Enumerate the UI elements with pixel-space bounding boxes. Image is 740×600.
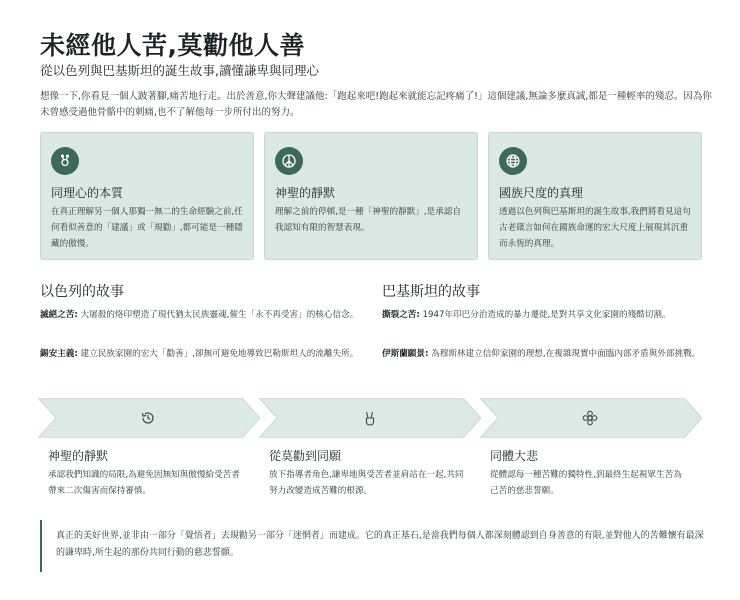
- quote-text: 真正的美好世界,並非由一部分「覺悟者」去規勸另一部分「迷惘者」而建成。它的真正基石,是當我們每個人都深刻體認到自身善意的有限,並對他人的苦難懷有最深的謙卑時,所生起的那份共同行動的慈悲誓願。: [56, 531, 704, 558]
- card-title: 神聖的靜默: [275, 186, 336, 200]
- pakistan-item-label: 撕裂之苦:: [382, 310, 420, 320]
- pakistan-item-text: 1947年印巴分治造成的暴力遷徙,是對共享文化家園的殘酷切割。: [422, 310, 671, 320]
- israel-item-label: 錫安主義:: [40, 349, 78, 359]
- israel-item-text: 大屠殺的烙印塑造了現代猶太民族靈魂,催生「永不再受害」的核心信念。: [80, 310, 359, 320]
- israel-item-label: 滅絕之苦:: [40, 310, 78, 320]
- card-silence: [264, 132, 478, 260]
- pakistan-item-label: 伊斯蘭願景:: [382, 349, 429, 359]
- card-body: 理解之前的停頓,是一種「神聖的靜默」,是承認自我認知有限的智慧表現。: [275, 207, 461, 233]
- flower-icon: [582, 410, 598, 426]
- israel-item-text: 建立民族家園的宏大「勸善」,卻無可避免地導致巴勒斯坦人的流離失所。: [80, 349, 359, 359]
- israel-item: [40, 347, 362, 362]
- card-body: 透過以色列與巴基斯坦的誕生故事,我們將看見這句古老箴言如何在國族命運的宏大尺度上展現其沉重而永恆的真理。: [499, 207, 691, 249]
- card-title: 同理心的本質: [51, 186, 124, 200]
- step-body: 放下指導者角色,謙卑地與受苦者並肩站在一起,共同努力改變造成苦難的根源。: [269, 470, 464, 496]
- page-subtitle: 從以色列與巴基斯坦的誕生故事,讀懂謙卑與同理心: [40, 63, 319, 78]
- concept-cards: [40, 132, 702, 260]
- page-title: 未經他人苦,莫勸他人善: [40, 31, 305, 60]
- pakistan-item: [382, 308, 702, 323]
- card-title: 國族尺度的真理: [499, 186, 584, 200]
- step-arrow-3: [480, 398, 702, 438]
- step-title: 同體大悲: [490, 449, 539, 463]
- pakistan-title: 巴基斯坦的故事: [382, 284, 480, 300]
- peace-icon: [275, 147, 303, 175]
- israel-item: [40, 308, 362, 323]
- card-nation: [488, 132, 702, 260]
- israel-title: 以色列的故事: [40, 284, 124, 300]
- pakistan-item: [382, 347, 702, 362]
- pakistan-item-text: 為穆斯林建立信仰家園的理想,在複雜現實中面臨內部矛盾與外部挑戰。: [431, 349, 701, 359]
- closing-quote: [40, 520, 702, 572]
- hand-peace-icon: [362, 410, 378, 426]
- step-body: 從體認每一種苦難的獨特性,到最終生起視眾生苦為己苦的慈悲誓願。: [490, 470, 682, 496]
- step-body: 承認我們知識的局限,為避免因無知與傲慢給受苦者帶來二次傷害而保持審慎。: [48, 470, 240, 496]
- step-title: 神聖的靜默: [48, 449, 109, 463]
- step-title: 從莫勸到同願: [269, 449, 342, 463]
- globe-icon: [499, 147, 527, 175]
- step-arrow-1: [38, 398, 260, 438]
- card-body: 在真正理解另一個人那獨一無二的生命經驗之前,任何看似善意的「建議」或「規勸」,都可能是一種隱藏的傲慢。: [51, 207, 243, 249]
- history-icon: [140, 410, 156, 426]
- stethoscope-icon: [51, 147, 79, 175]
- intro-paragraph: 想像一下,你看見一個人跛著腳,痛苦地行走。出於善意,你大聲建議他:「跑起來吧!跑起來就能忘記疼痛了!」這個建議,無論多麼真誠,都是一種輕率的殘忍。因為你未曾感受過他骨骼中的刺痛,也不了解他每一步所付出的努力。: [40, 91, 712, 118]
- step-arrow-2: [259, 398, 481, 438]
- card-empathy: [40, 132, 254, 260]
